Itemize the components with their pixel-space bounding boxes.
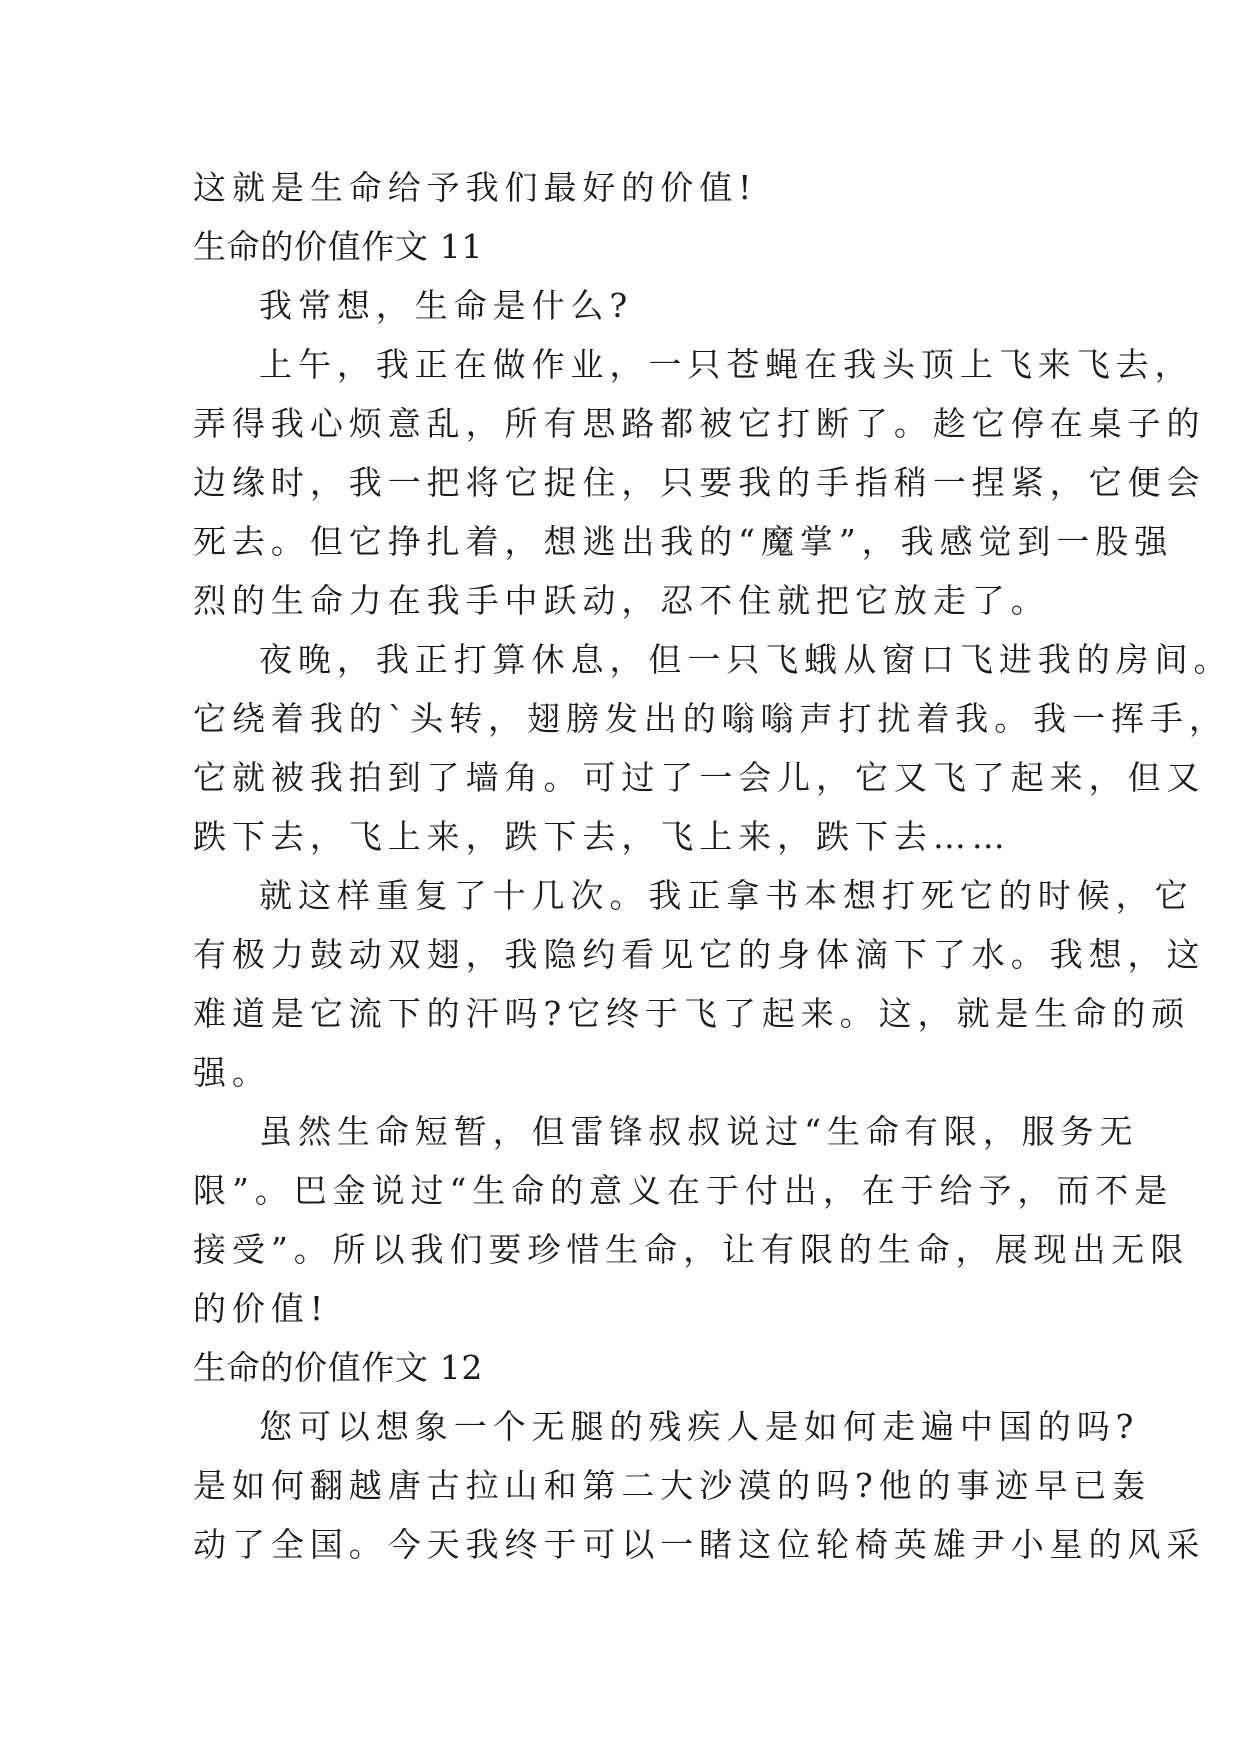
document-body <box>193 158 1233 1574</box>
paragraph-line: 您可以想象一个无腿的残疾人是如何走遍中国的吗? <box>259 1407 1140 1446</box>
text-line: 死去。但它挣扎着，想逃出我的“魔掌”，我感觉到一股强 <box>193 522 1174 561</box>
text-line: 的价值! <box>193 1289 330 1328</box>
text-line: 动了全国。今天我终于可以一睹这位轮椅英雄尹小星的风采 <box>193 1525 1206 1564</box>
text-line: 边缘时，我一把将它捉住，只要我的手指稍一捏紧，它便会 <box>193 463 1206 502</box>
paragraph-line: 就这样重复了十几次。我正拿书本想打死它的时候，它 <box>259 876 1194 915</box>
section-heading: 生命的价值作文 12 <box>193 1348 484 1387</box>
paragraph-line: 我常想，生命是什么? <box>259 286 634 325</box>
text-line: 有极力鼓动双翅，我隐约看见它的身体滴下了水。我想，这 <box>193 935 1206 974</box>
text-line: 接受”。所以我们要珍惜生命，让有限的生命，展现出无限 <box>193 1230 1190 1269</box>
text-line: 跌下去，飞上来，跌下去，飞上来，跌下去…… <box>193 817 1011 856</box>
text-line: 它就被我拍到了墙角。可过了一会儿，它又飞了起来，但又 <box>193 758 1206 797</box>
text-line: 这就是生命给予我们最好的价值! <box>193 168 758 207</box>
paragraph-line: 上午，我正在做作业，一只苍蝇在我头顶上飞来飞去， <box>259 345 1194 384</box>
text-line: 是如何翻越唐古拉山和第二大沙漠的吗?他的事迹早已轰 <box>193 1466 1152 1505</box>
text-line: 限”。巴金说过“生命的意义在于付出，在于给予，而不是 <box>193 1171 1174 1210</box>
paragraph-line: 虽然生命短暂，但雷锋叔叔说过“生命有限，服务无 <box>259 1112 1139 1151</box>
paragraph-line: 夜晚，我正打算休息，但一只飞蛾从窗口飞进我的房间。 <box>259 640 1233 679</box>
text-line: 强。 <box>193 1053 271 1092</box>
text-line: 弄得我心烦意乱，所有思路都被它打断了。趁它停在桌子的 <box>193 404 1206 443</box>
text-line: 难道是它流下的汗吗?它终于飞了起来。这，就是生命的顽 <box>193 994 1191 1033</box>
text-line: 它绕着我的`头转，翅膀发出的嗡嗡声打扰着我。我一挥手， <box>193 699 1228 738</box>
text-line: 烈的生命力在我手中跃动，忍不住就把它放走了。 <box>193 581 1050 620</box>
section-heading: 生命的价值作文 11 <box>193 227 484 266</box>
